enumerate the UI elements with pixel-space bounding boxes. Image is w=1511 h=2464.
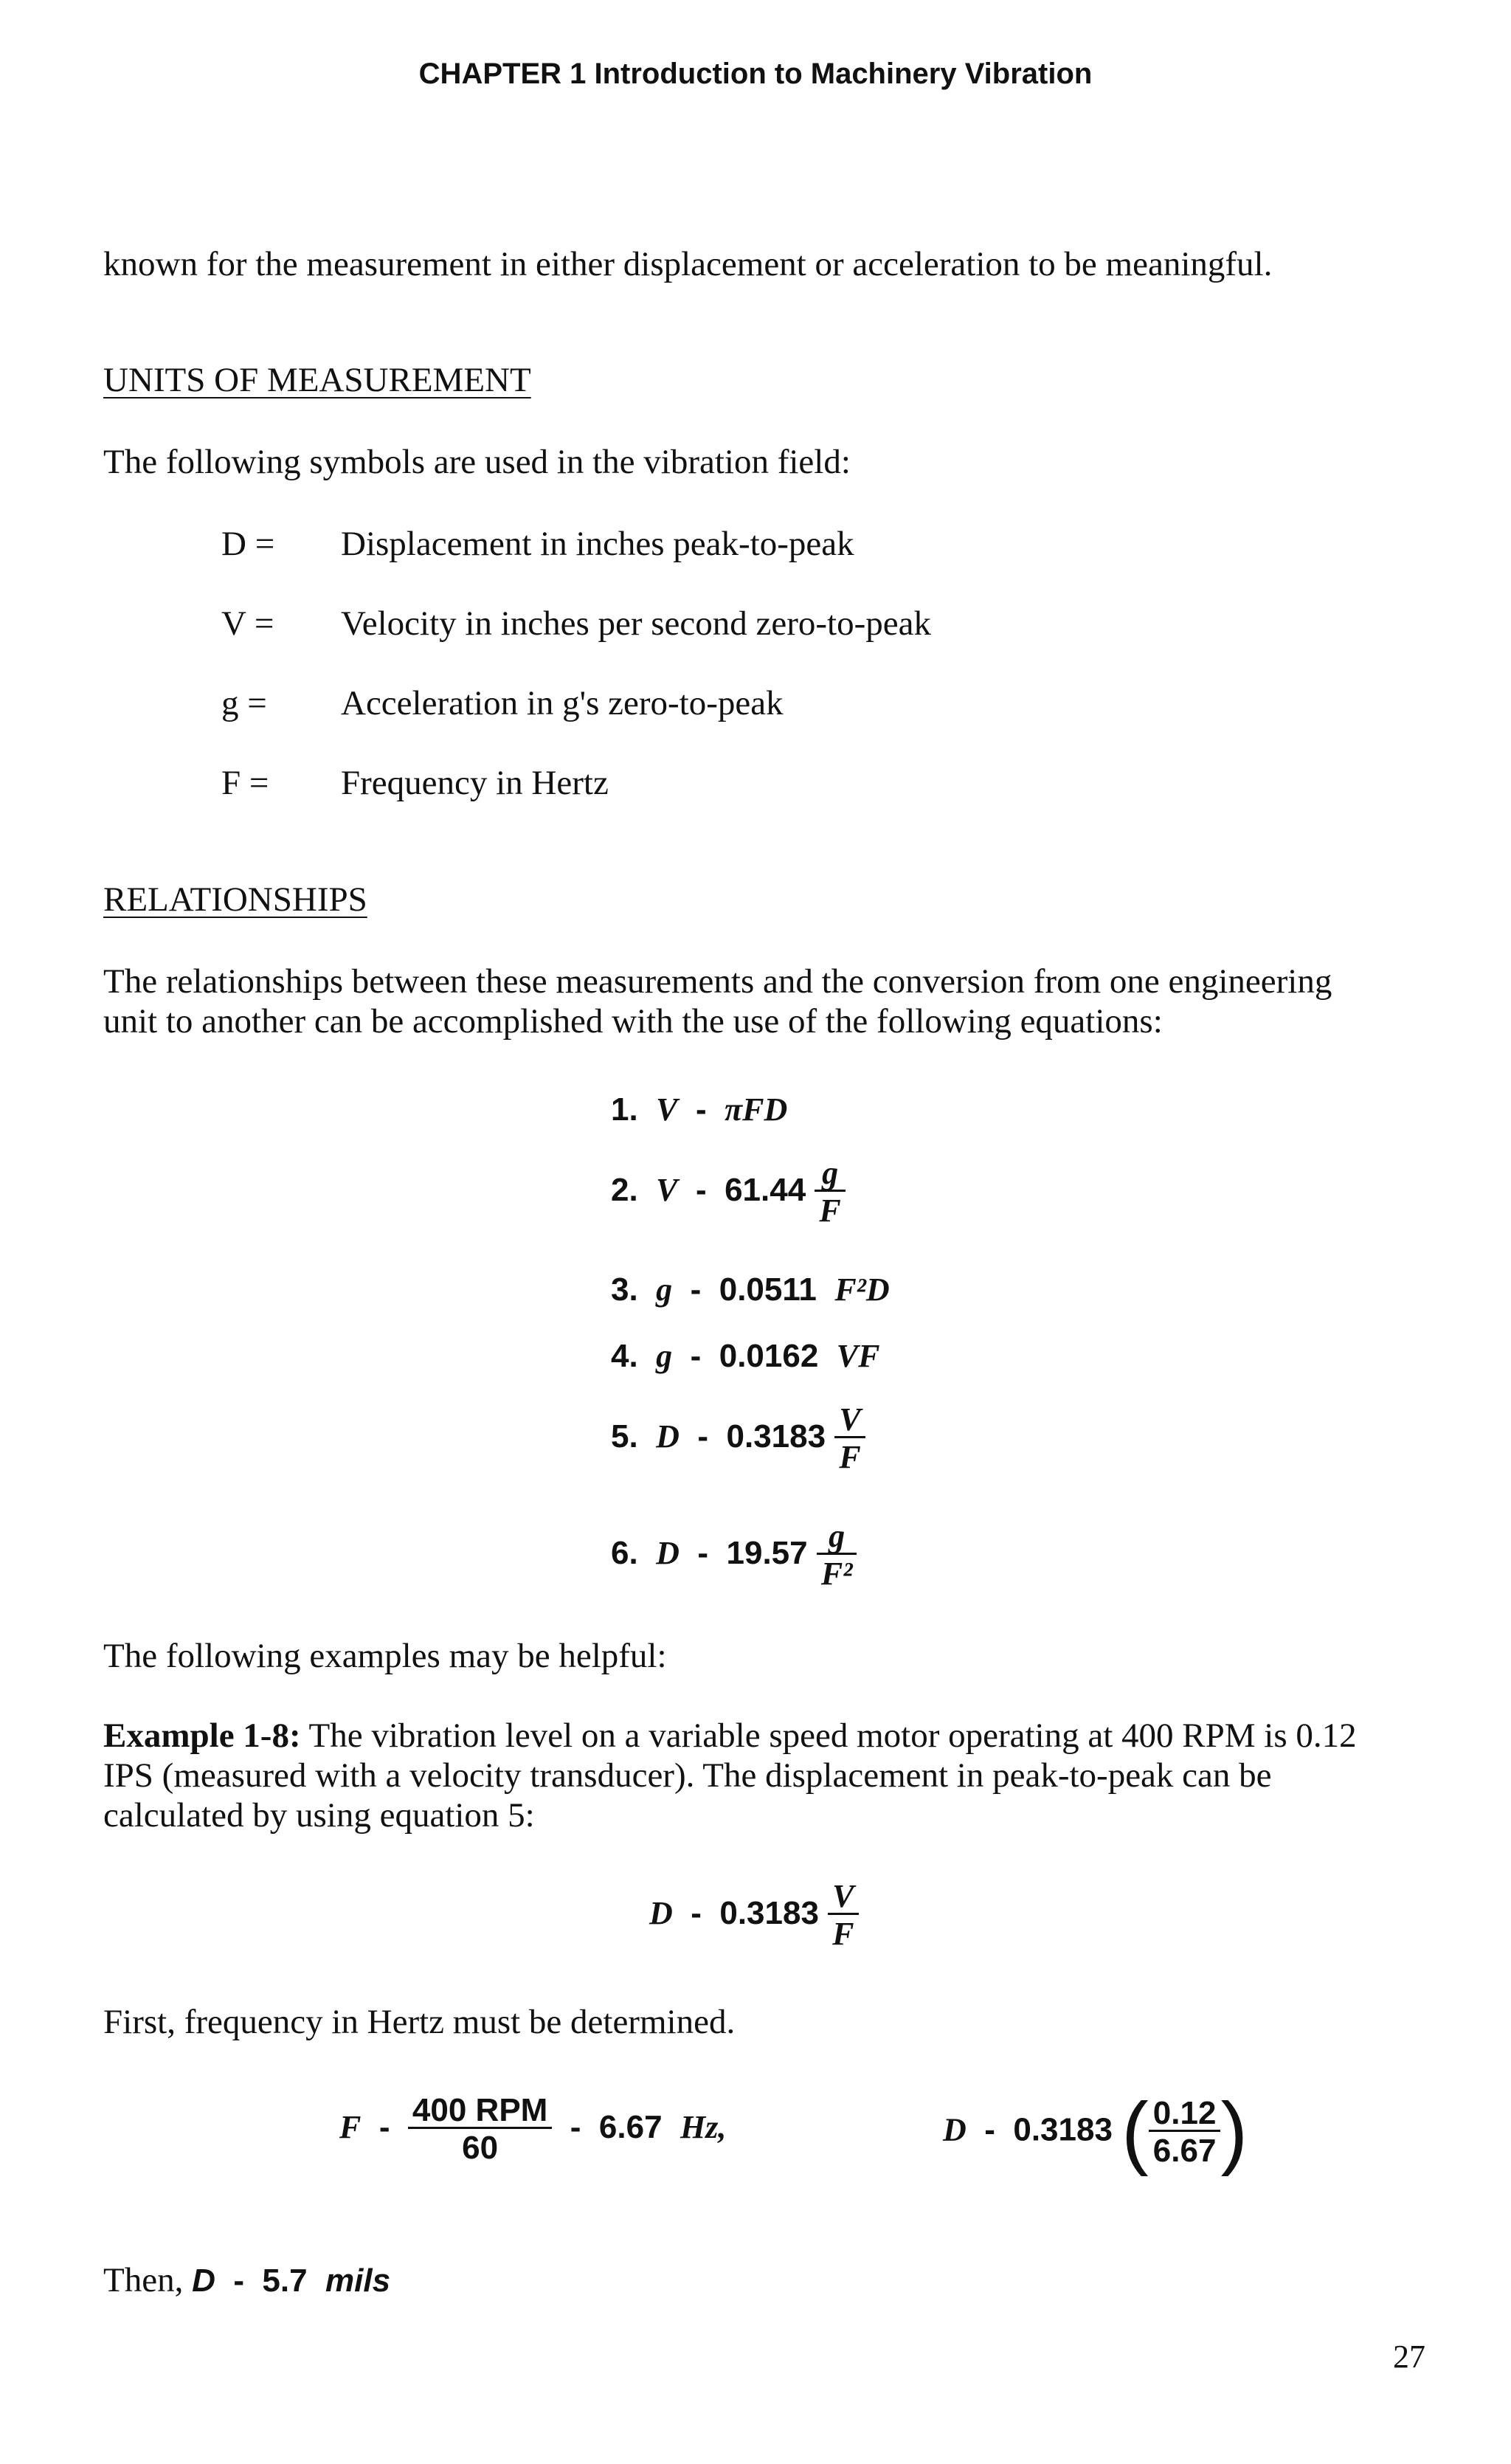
symbol-v-desc: Velocity in inches per second zero-to-peak <box>341 604 931 643</box>
page-number: 27 <box>1393 2339 1425 2375</box>
relationships-line-1: The relationships between these measurements and the conversion from one engineering <box>103 962 1332 1001</box>
examples-intro: The following examples may be helpful: <box>103 1637 667 1675</box>
example-line-1: Example 1-8: The vibration level on a variable speed motor operating at 400 RPM is 0.12 <box>103 1716 1357 1755</box>
example-equation: D - 0.3183 $\frac{V}{F}$ <box>649 1880 859 1950</box>
symbol-d-desc: Displacement in inches peak-to-peak <box>341 525 854 563</box>
units-heading: UNITS OF MEASUREMENT <box>103 361 531 399</box>
symbol-g-desc: Acceleration in g's zero-to-peak <box>341 684 784 722</box>
frequency-calculation: F - $\frac{\text{400 RPM}}{60}$ - 6.67 Hz, <box>339 2092 727 2166</box>
example-label: Example 1-8: <box>103 1716 301 1755</box>
equation-5: 5. D - 0.3183 $\frac{V}{F}$ <box>611 1404 865 1474</box>
symbol-v: V = <box>221 604 274 643</box>
chapter-header: CHAPTER 1 Introduction to Machinery Vibration <box>418 58 1093 90</box>
first-frequency-text: First, frequency in Hertz must be determined. <box>103 2003 736 2041</box>
intro-text: known for the measurement in either displacement or acceleration to be meaningful. <box>103 245 1273 283</box>
symbol-f-desc: Frequency in Hertz <box>341 764 609 802</box>
displacement-calculation: D - 0.3183 ( $\frac{0.12}{6.67}$ ) <box>943 2086 1248 2177</box>
equation-6: 6. D - 19.57 $\frac{g}{\text{F²}}$ <box>611 1520 857 1590</box>
example-line-3: calculated by using equation 5: <box>103 1796 535 1835</box>
equation-4: 4. g - 0.0162 VF <box>611 1338 880 1374</box>
equation-2: 2. V - 61.44 $\frac{g}{F}$ <box>611 1157 846 1227</box>
equation-1: 1. V - πFD <box>611 1091 788 1128</box>
relationships-heading: RELATIONSHIPS <box>103 880 367 919</box>
symbol-f: F = <box>221 764 269 802</box>
equation-3: 3. g - 0.0511 F²D <box>611 1271 890 1308</box>
symbol-g: g = <box>221 684 267 722</box>
example-line-2: IPS (measured with a velocity transducer). The displacement in peak-to-peak can be <box>103 1756 1272 1795</box>
symbol-d: D = <box>221 525 275 563</box>
symbols-intro: The following symbols are used in the vibration field: <box>103 443 851 481</box>
result-line: Then, D - 5.7 mils <box>103 2261 391 2299</box>
relationships-line-2: unit to another can be accomplished with the use of the following equations: <box>103 1002 1163 1041</box>
